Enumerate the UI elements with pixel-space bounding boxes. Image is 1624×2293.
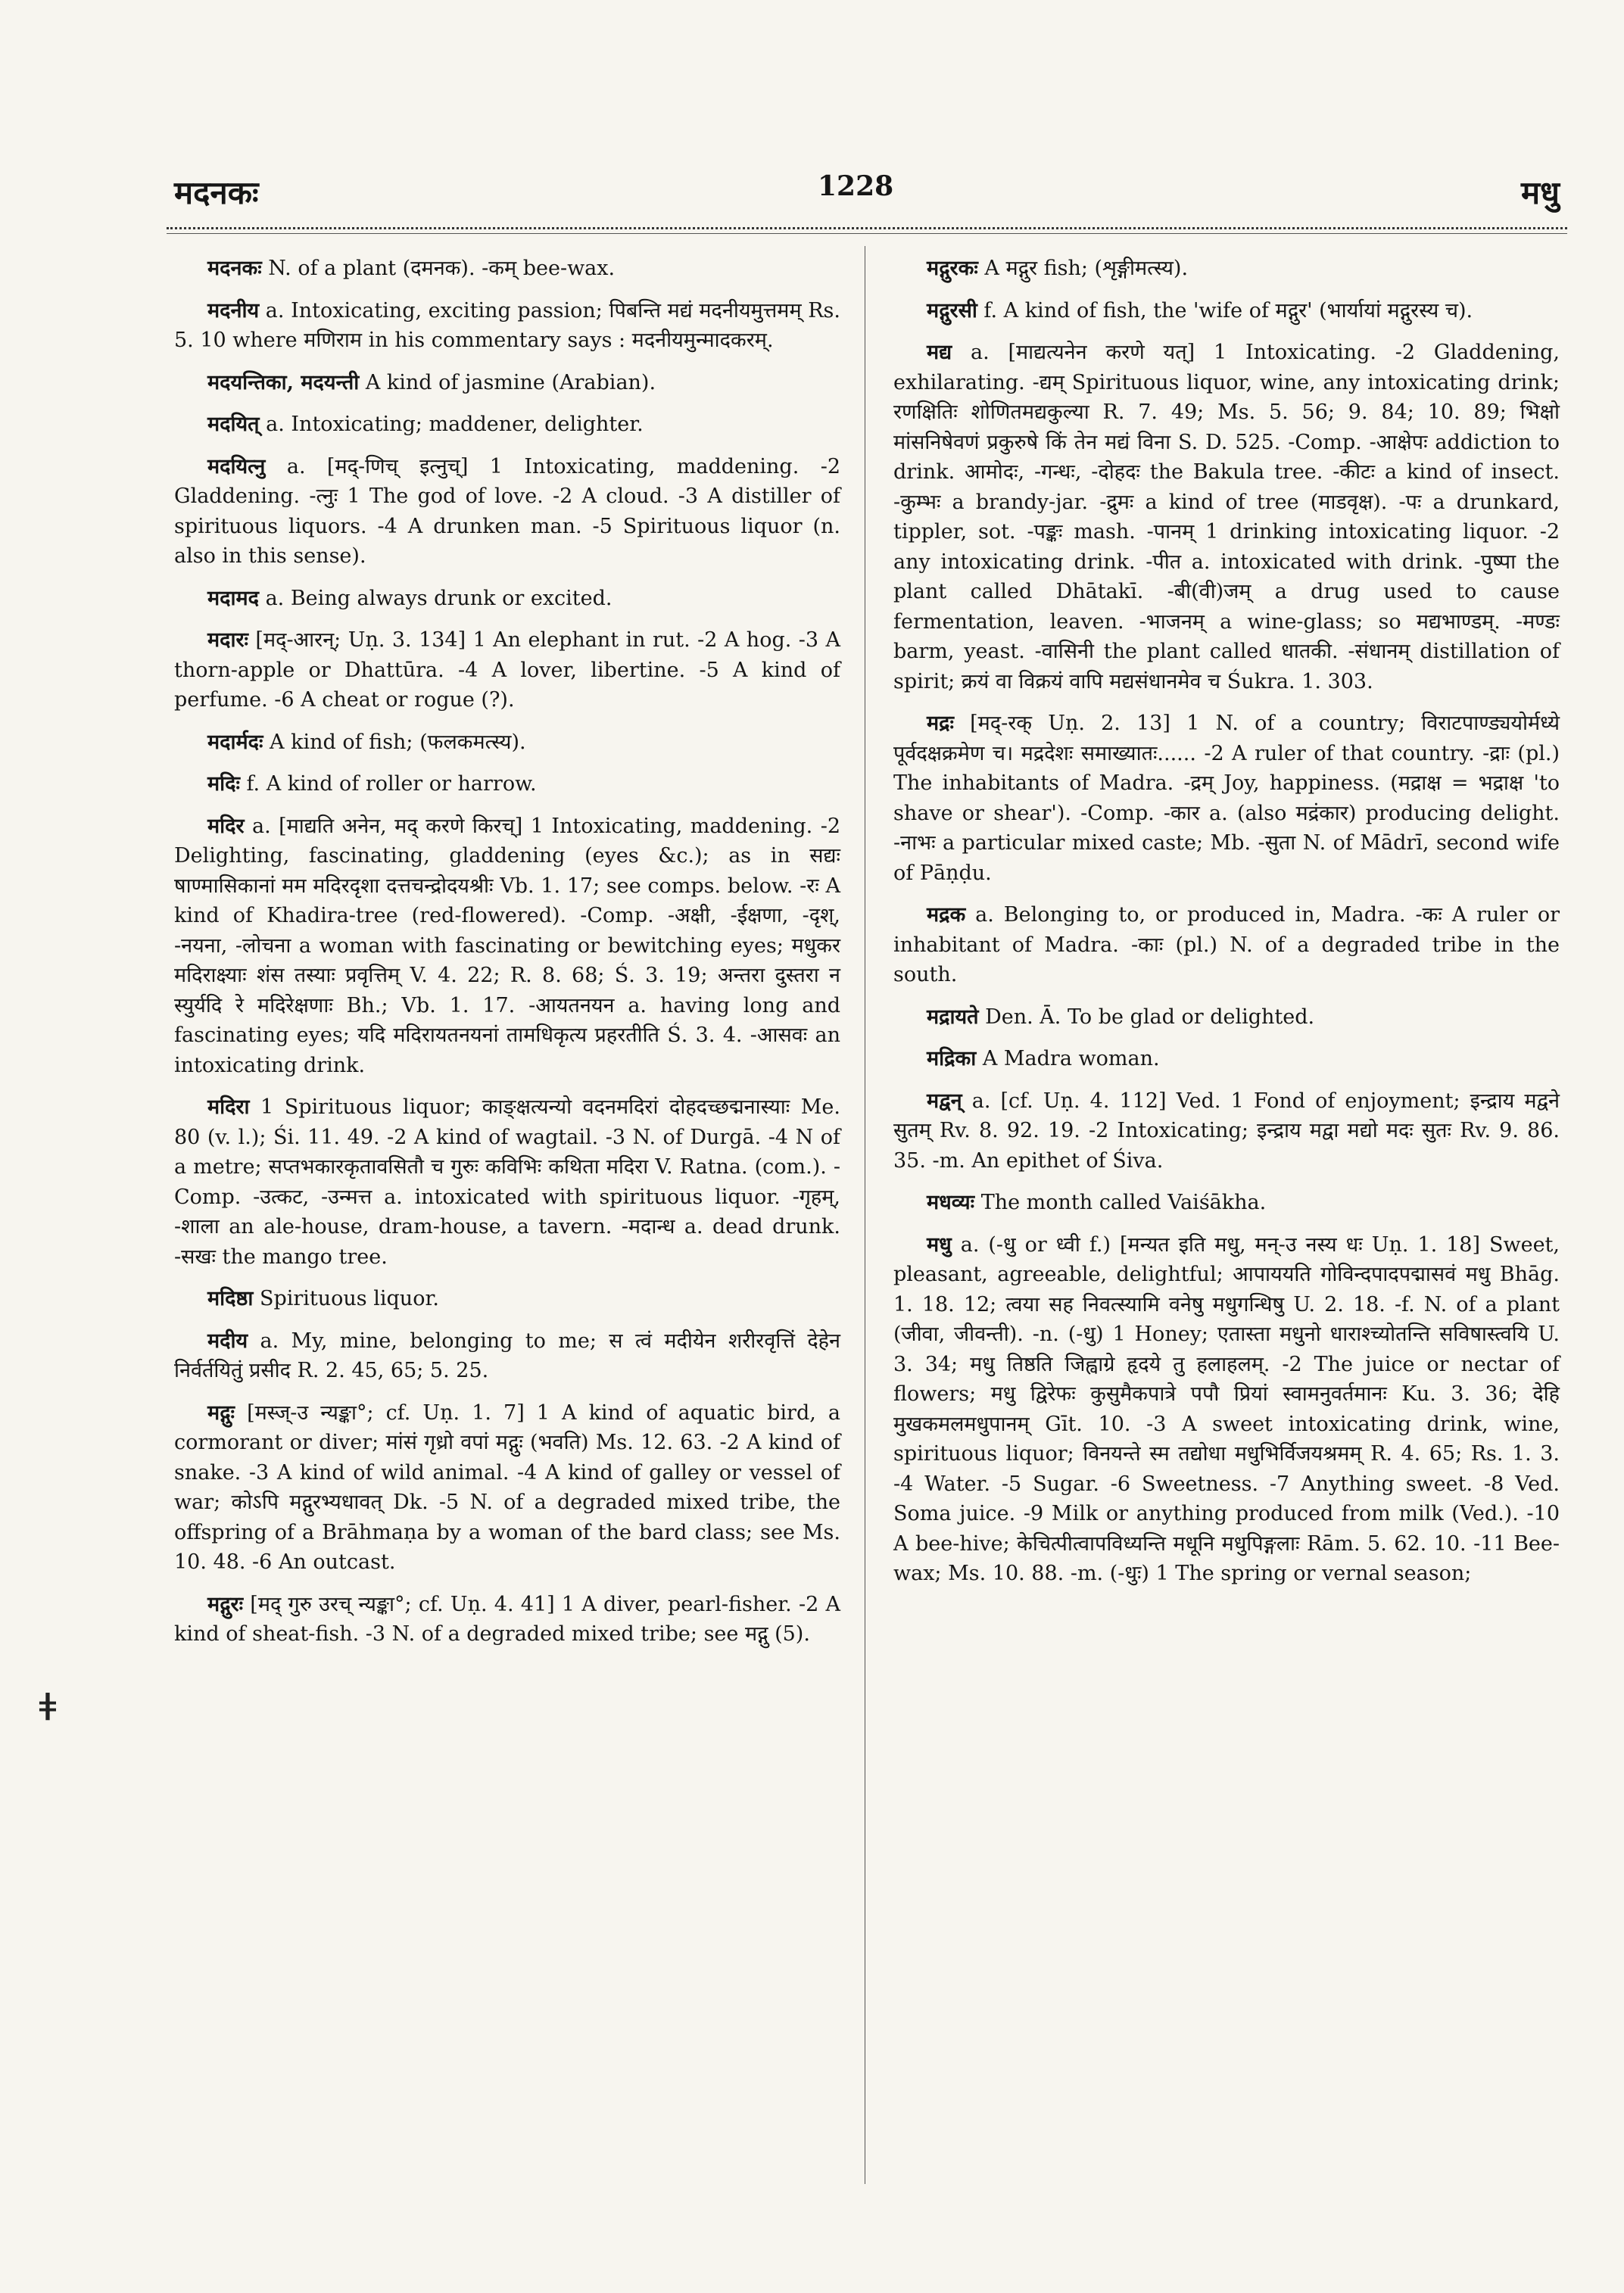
entry-headword: मदिरा <box>207 1095 250 1119</box>
entry-text: The month called Vaiśākha. <box>980 1191 1267 1214</box>
entry-headword: मदीय <box>207 1329 248 1353</box>
header-rule <box>167 233 1567 234</box>
entry-headword: मदिष्ठा <box>207 1287 254 1310</box>
entry-text: [मद्-आरन्; Uṇ. 3. 134] 1 An elephant in rut. -2 A hog. -3 A thorn-apple or Dhattūra. -4 A lover, libertine. -5 A kind of perfume. -6 A cheat or rogue (?). <box>174 628 840 712</box>
entry-headword: मदारः <box>207 628 248 652</box>
entry-text: a. Intoxicating, exciting passion; पिबन्ति मद्यं मदनीयमुत्तमम् Rs. 5. 10 where मणिराम in his commentary says : मदनीयमुन्मादकरम्. <box>174 298 840 352</box>
entry-text: [मद् गुरु उरच् न्यङ्का°; cf. Uṇ. 4. 41] 1 A diver, pearl-fisher. -2 A kind of sheat-fish. -3 N. of a degraded mixed tribe; see मद्गु (5). <box>174 1592 840 1646</box>
dictionary-entry <box>174 812 840 1081</box>
entry-headword: मदयन्तिका, मदयन्ती <box>207 370 360 394</box>
margin-mark: ǂ <box>39 1684 57 1729</box>
entry-text: a. [मद्-णिच् इत्नुच्] 1 Intoxicating, maddening. -2 Gladdening. -त्नुः 1 The god of love. -2 A cloud. -3 A distiller of spirituous liquors. -4 A drunken man. -5 Spirituous liquor (n. also in this sense). <box>174 454 840 568</box>
entry-text: a. Belonging to, or produced in, Madra. -कः A ruler or inhabitant of Madra. -काः (pl.) N. of a degraded tribe in the south. <box>893 903 1560 986</box>
entry-headword: मदयित्नु <box>207 454 266 478</box>
dictionary-entry <box>893 1086 1560 1176</box>
entry-text: A kind of fish; (फलकमत्स्य). <box>270 730 526 754</box>
dictionary-entry <box>893 1188 1560 1218</box>
dictionary-entry <box>174 727 840 758</box>
dictionary-entry <box>174 1326 840 1386</box>
entry-text: [मद्-रक् Uṇ. 2. 13] 1 N. of a country; विराटपाण्ड्ययोर्मध्ये पूर्वदक्षक्रमेण च। मद्रदेशः समाख्यातः...... -2 A ruler of that country. -द्राः (pl.) The inhabitants of Madra. -द्रम् Joy, happiness. (मद्राक्ष = भद्राक्ष 'to shave or shear'). -Comp. -कार a. (also मद्रंकार) producing delight. -नाभः a particular mixed caste; Mb. -सुता N. of Mādrī, second wife of Pāṇḍu. <box>893 712 1560 885</box>
dictionary-entry <box>174 368 840 398</box>
left-running-headword: मदनकः <box>174 174 259 211</box>
entry-headword: मदनीय <box>207 298 260 322</box>
left-column <box>174 254 840 1662</box>
entry-text: a. Intoxicating; maddener, delighter. <box>266 413 644 436</box>
dictionary-entry <box>893 1044 1560 1074</box>
entry-text: a. [माद्यत्यनेन करणे यत्] 1 Intoxicating. -2 Gladdening, exhilarating. -द्यम् Spirituous liquor, wine, any intoxicating drink; रणक्षितिः शोणितमद्यकुल्या R. 7. 49; Ms. 5. 56; 9. 84; 10. 89; भिक्षो मांसनिषेवणं प्रकुरुषे किं तेन मद्यं विना S. D. 525. -Comp. -आक्षेपः addiction to drink. आमोदः, -गन्धः, -दोहदः the Bakula tree. -कीटः a kind of insect. -कुम्भः a brandy-jar. -द्रुमः a kind of tree (माडवृक्ष). -पः a drunkard, tippler, sot. -पङ्कः mash. -पानम् 1 drinking intoxicating liquor. -2 any intoxicating drink. -पीत a. intoxicated with drink. -पुष्पा the plant called Dhātakī. -बी(वी)जम् a drug used to cause fermentation, leaven. -भाजनम् a wine-glass; so मद्यभाण्डम्. -मण्डः barm, yeast. -वासिनी the plant called धातकी. -संधानम् distillation of spirit; क्रयं वा विक्रयं वापि मद्यसंधानमेव च Śukra. 1. 303. <box>893 341 1560 693</box>
entry-headword: मद्य <box>927 341 952 364</box>
entry-text: f. A kind of roller or harrow. <box>246 772 537 796</box>
entry-text: a. [माद्यति अनेन, मद् करणे किरच्] 1 Intoxicating, maddening. -2 Delighting, fascinating, gladdening (eyes &c.); as in सद्यः षाण्मासिकानां मम मदिरदृशा दत्तचन्द्रोदयश्रीः Vb. 1. 17; see comps. below. -रः A kind of Khadira-tree (red-flowered). -Comp. -अक्षी, -ईक्षणा, -दृश्, -नयना, -लोचना a woman with fascinating or bewitching eyes; मधुकर मदिराक्ष्याः शंस तस्याः प्रवृत्तिम् V. 4. 22; R. 8. 68; Ś. 3. 19; अन्तरा दुस्तरा न स्युर्यदि रे मदिरेक्षणाः Bh.; Vb. 1. 17. -आयतनयन a. having long and fascinating eyes; यदि मदिरायतनयनां तामधिकृत्य प्रहरतीति Ś. 3. 4. -आसवः an intoxicating drink. <box>174 814 840 1077</box>
header-dotted-rule <box>167 227 1567 229</box>
entry-headword: मदिर <box>207 814 245 838</box>
dictionary-entry <box>174 452 840 572</box>
entry-headword: मद्गुः <box>207 1400 235 1425</box>
entry-headword: मद्रायते <box>927 1005 979 1029</box>
entry-headword: मदिः <box>207 772 240 796</box>
dictionary-entry <box>174 1092 840 1272</box>
page-header <box>167 170 1567 223</box>
entry-text: a. (-धु or ध्वी f.) [मन्यत इति मधु, मन्-उ नस्य धः Uṇ. 1. 18] Sweet, pleasant, agreeable, delightful; आपाययति गोविन्दपादपद्मासवं मधु Bhāg. 1. 18. 12; त्वया सह निवत्स्यामि वनेषु मधुगन्धिषु U. 2. 18. -f. N. of a plant (जीवा, जीवन्ती). -n. (-धु) 1 Honey; एतास्ता मधुनो धाराश्च्योतन्ति सविषास्त्वयि U. 3. 34; मधु तिष्ठति जिह्वाग्रे हृदये तु हलाहलम्. -2 The juice or nectar of flowers; मधु द्विरेफः कुसुमैकपात्रे पपौ प्रियां स्वामनुवर्तमानः Ku. 3. 36; देहि मुखकमलमधुपानम् Gīt. 10. -3 A sweet intoxicating drink, wine, spirituous liquor; विनयन्ते स्म तद्योधा मधुभिर्विजयश्रमम् R. 4. 65; Rs. 1. 3. -4 Water. -5 Sugar. -6 Sweetness. -7 Anything sweet. -8 Ved. Soma juice. -9 Milk or anything produced from milk (Ved.). -10 A bee-hive; केचित्पीत्वापविध्यन्ति मधूनि मधुपिङ्गलाः Rām. 5. 62. 10. -11 Bee-wax; Ms. 10. 88. -m. (-धुः) 1 The spring or vernal season; <box>893 1232 1560 1585</box>
entry-headword: मदार्मदः <box>207 730 263 754</box>
dictionary-entry <box>893 900 1560 990</box>
dictionary-entry <box>893 1002 1560 1033</box>
entry-headword: मद्रक <box>927 903 966 927</box>
entry-text: N. of a plant (दमनक). -कम् bee-wax. <box>268 257 616 280</box>
entry-headword: मदनकः <box>207 257 262 280</box>
right-column <box>893 254 1560 1601</box>
page-number: 1228 <box>818 170 894 202</box>
dictionary-entry <box>174 296 840 356</box>
entry-text: a. Being always drunk or excited. <box>265 586 613 610</box>
entry-headword: मधु <box>927 1232 952 1257</box>
entry-headword: मधव्यः <box>927 1191 975 1214</box>
dictionary-entry <box>174 1284 840 1314</box>
entry-headword: मद्वन् <box>927 1089 962 1113</box>
dictionary-entry <box>893 338 1560 696</box>
right-running-headword: मधु <box>1521 174 1560 211</box>
dictionary-entry <box>174 1398 840 1578</box>
entry-text: Den. Ā. To be glad or delighted. <box>985 1005 1315 1029</box>
entry-headword: मद्रः <box>927 712 954 735</box>
dictionary-entry <box>174 410 840 440</box>
entry-text: a. [cf. Uṇ. 4. 112] Ved. 1 Fond of enjoyment; इन्द्राय मद्वने सुतम् Rv. 8. 92. 19. -2 Intoxicating; इन्द्राय मद्वा मद्यो मदः सुतः Rv. 9. 86. 35. -m. An epithet of Śiva. <box>893 1089 1560 1173</box>
entry-headword: मदयित् <box>207 413 260 436</box>
entry-headword: मद्गुरकः <box>927 257 978 280</box>
entry-text: f. A kind of fish, the 'wife of मद्गुर' (भार्यायां मद्गुरस्य च). <box>983 298 1473 322</box>
entry-text: a. My, mine, belonging to me; स त्वं मदीयेन शरीरवृत्तिं देहेन निर्वर्तयितुं प्रसीद R. 2. 45, 65; 5. 25. <box>174 1329 840 1382</box>
entry-headword: मदामद <box>207 586 259 610</box>
dictionary-entry <box>174 584 840 614</box>
entry-headword: मद्गुरः <box>207 1592 244 1616</box>
entry-text: Spirituous liquor. <box>259 1287 439 1310</box>
entry-text: A Madra woman. <box>982 1047 1160 1070</box>
entry-text: A kind of jasmine (Arabian). <box>365 370 656 394</box>
dictionary-entry <box>174 254 840 284</box>
dictionary-entry <box>893 1230 1560 1589</box>
entry-headword: मद्गुरसी <box>927 298 977 322</box>
entry-headword: मद्रिका <box>927 1047 977 1070</box>
dictionary-entry <box>893 709 1560 888</box>
entry-text: [मस्ज्-उ न्यङ्का°; cf. Uṇ. 1. 7] 1 A kind of aquatic bird, a cormorant or diver; मांसं गृध्रो वपां मद्गुः (भवति) Ms. 12. 63. -2 A kind of snake. -3 A kind of wild animal. -4 A kind of galley or vessel of war; कोऽपि मद्गुरभ्यधावत् Dk. -5 N. of a degraded mixed tribe, the offspring of a Brāhmaṇa by a woman of the bard class; see Ms. 10. 48. -6 An outcast. <box>174 1400 840 1574</box>
dictionary-entry <box>893 254 1560 284</box>
dictionary-entry <box>174 1590 840 1650</box>
entry-text: 1 Spirituous liquor; काङ्क्षत्यन्यो वदनमदिरां दोहदच्छद्मनास्याः Me. 80 (v. l.); Śi. 11. 49. -2 A kind of wagtail. -3 N. of Durgā. -4 N of a metre; सप्तभकारकृतावसितौ च गुरुः कविभिः कथिता मदिरा V. Ratna. (com.). -Comp. -उत्कट, -उन्मत्त a. intoxicated with spirituous liquor. -गृहम्, -शाला an ale-house, dram-house, a tavern. -मदान्ध a. dead drunk. -सखः the mango tree. <box>174 1095 840 1269</box>
dictionary-entry <box>174 625 840 715</box>
dictionary-entry <box>893 296 1560 326</box>
dictionary-entry <box>174 769 840 799</box>
entry-text: A मद्गुर fish; (शृङ्गीमत्स्य). <box>984 257 1189 280</box>
